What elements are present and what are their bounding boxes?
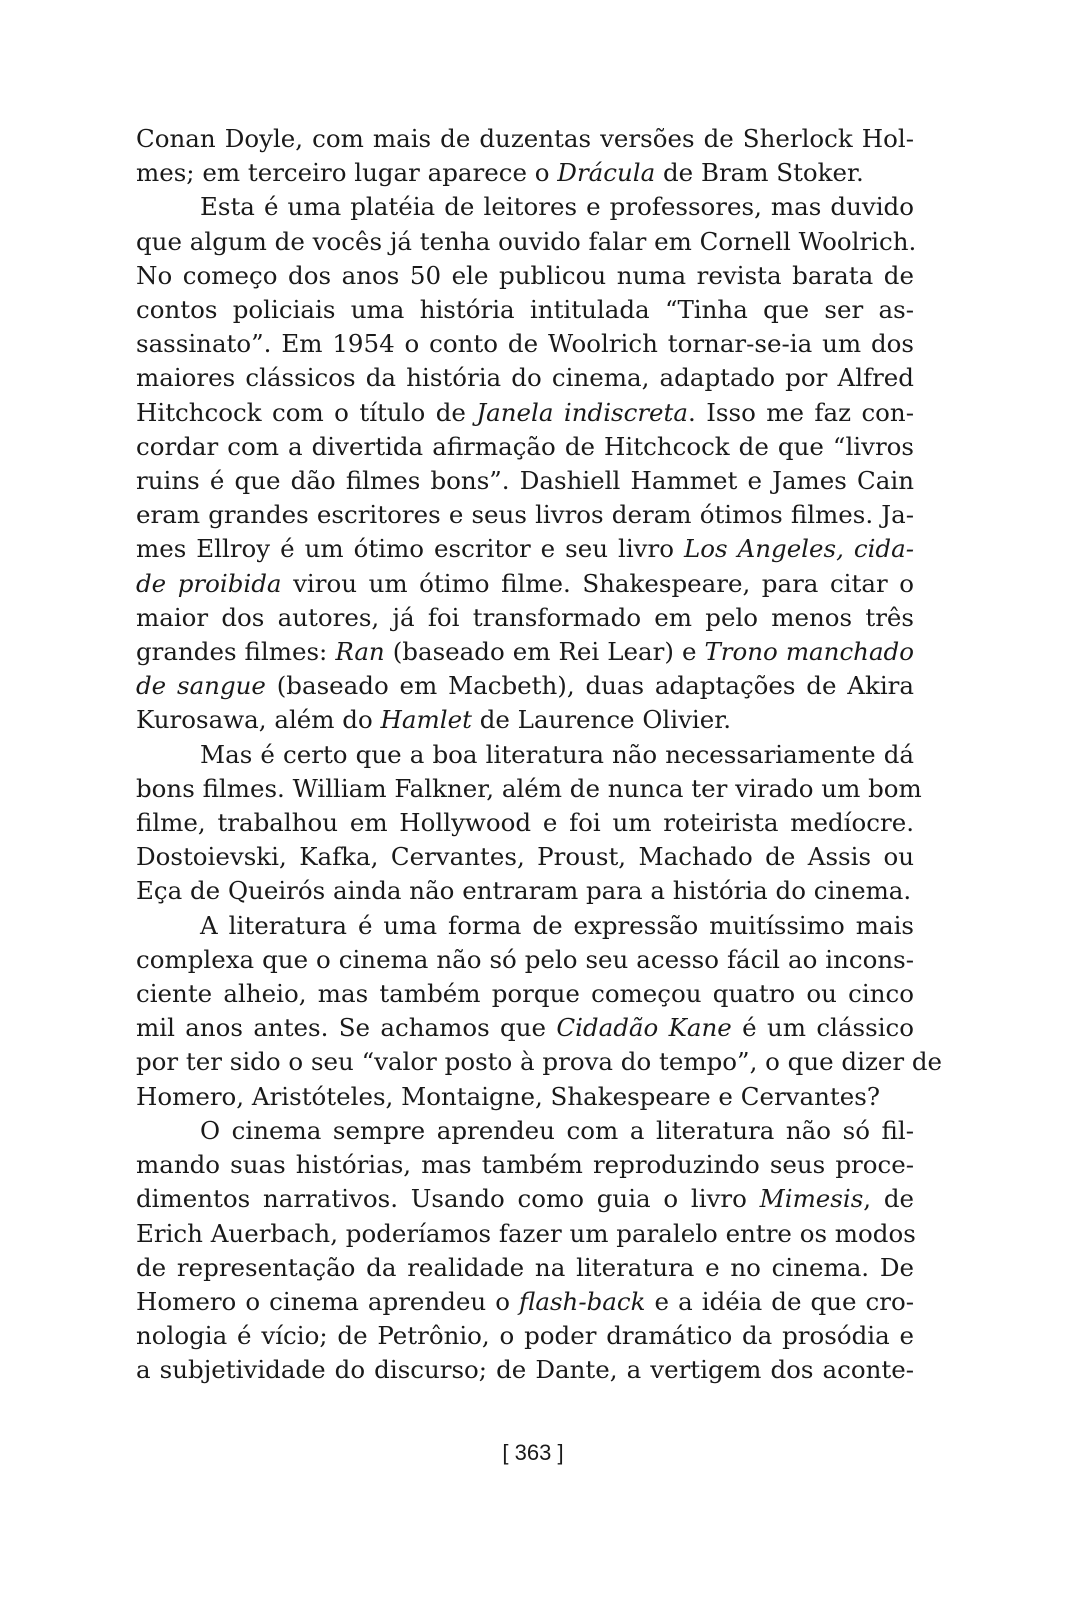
text-line	[136, 943, 914, 977]
paragraph	[136, 122, 914, 190]
text-run: eram grandes escritores e seus livros deram ótimos filmes. Ja-	[136, 500, 914, 530]
italic-title: de sangue	[136, 671, 266, 701]
text-run: (baseado em Rei Lear) e	[384, 637, 705, 667]
text-line	[136, 1217, 914, 1251]
text-line	[136, 1251, 914, 1285]
text-run: e a idéia de que cro-	[645, 1286, 914, 1316]
italic-title: Cidadão Kane	[556, 1013, 732, 1043]
italic-title: Mimesis	[759, 1184, 864, 1214]
text-line	[136, 840, 914, 874]
text-run: é um clássico	[731, 1013, 915, 1043]
text-run: Erich Auerbach, poderíamos fazer um paralelo entre os modos	[136, 1218, 916, 1248]
text-line	[136, 1114, 914, 1148]
text-line	[136, 498, 914, 532]
page-number: [ 363 ]	[502, 1440, 564, 1465]
text-line	[136, 396, 914, 430]
italic-title: Ran	[335, 637, 385, 667]
paragraph	[136, 190, 917, 737]
text-run: nologia é vício; de Petrônio, o poder dramático da prosódia e	[136, 1321, 914, 1351]
italic-title: Janela indiscreta	[476, 397, 689, 427]
text-line	[136, 977, 914, 1011]
text-run: ruins é que dão filmes bons”. Dashiell Hammet e James Cain	[136, 466, 914, 496]
text-line	[136, 430, 914, 464]
text-run: virou um ótimo filme. Shakespeare, para citar o	[281, 568, 914, 598]
text-run: bons filmes. William Falkner, além de nunca ter virado um bom	[136, 773, 922, 803]
text-run: No começo dos anos 50 ele publicou numa revista barata de	[136, 260, 914, 290]
italic-title: Trono manchado	[704, 637, 914, 667]
text-run: Dostoievski, Kafka, Cervantes, Proust, Machado de Assis ou	[136, 842, 914, 872]
text-line	[136, 1148, 914, 1182]
text-run: de representação da realidade na literatura e no cinema. De	[136, 1252, 914, 1282]
text-run: Esta é uma platéia de leitores e professores, mas duvido	[200, 192, 914, 222]
text-line	[136, 567, 914, 601]
text-run: grandes filmes:	[136, 637, 336, 667]
text-run: a subjetividade do discurso; de Dante, a vertigem dos aconte-	[136, 1355, 914, 1385]
text-line	[136, 1319, 914, 1353]
text-run: Homero o cinema aprendeu o	[136, 1286, 520, 1316]
text-line	[136, 156, 914, 190]
italic-title: Los Angeles, cida-	[683, 534, 914, 564]
text-run: O cinema sempre aprendeu com a literatura não só fil-	[200, 1115, 914, 1145]
text-line	[136, 532, 914, 566]
text-run: complexa que o cinema não só pelo seu acesso fácil ao incons-	[136, 944, 914, 974]
text-run: Mas é certo que a boa literatura não necessariamente dá	[200, 739, 914, 769]
italic-title: flash-back	[519, 1286, 646, 1316]
text-run: cordar com a divertida afirmação de Hitchcock de que “livros	[136, 431, 914, 461]
body-text	[136, 122, 943, 1388]
text-line	[136, 190, 914, 224]
text-line	[136, 1285, 914, 1319]
text-run: Kurosawa, além do	[136, 705, 381, 735]
text-run: . Isso me faz con-	[688, 397, 914, 427]
text-run: mes; em terceiro lugar aparece o	[136, 158, 558, 188]
text-run: de Bram Stoker.	[655, 158, 864, 188]
text-line	[136, 635, 914, 669]
text-line	[136, 122, 914, 156]
text-run: ciente alheio, mas também porque começou quatro ou cinco	[136, 979, 914, 1009]
text-line	[136, 361, 914, 395]
text-line	[136, 806, 914, 840]
text-line	[136, 1182, 914, 1216]
italic-title: Drácula	[557, 158, 656, 188]
text-line	[136, 464, 914, 498]
text-run: Hitchcock com o título de	[136, 397, 477, 427]
text-run: que algum de vocês já tenha ouvido falar em Cornell Woolrich.	[136, 226, 917, 256]
text-run: maior dos autores, já foi transformado em pelo menos três	[136, 602, 914, 632]
text-line	[136, 225, 917, 259]
text-line	[136, 669, 914, 703]
text-line	[136, 703, 914, 737]
text-line	[136, 1353, 914, 1387]
paragraph	[136, 1114, 914, 1388]
italic-title: de proibida	[136, 568, 282, 598]
text-run: Homero, Aristóteles, Montaigne, Shakespeare e Cervantes?	[136, 1081, 880, 1111]
text-run: mes Ellroy é um ótimo escritor e seu livro	[136, 534, 684, 564]
text-line	[136, 259, 914, 293]
text-run: sassinato”. Em 1954 o conto de Woolrich tornar-se-ia um dos	[136, 329, 914, 359]
text-line	[136, 601, 914, 635]
text-line	[136, 738, 914, 772]
italic-title: Hamlet	[380, 705, 472, 735]
text-run: maiores clássicos da história do cinema, adaptado por Alfred	[136, 363, 914, 393]
text-run: (baseado em Macbeth), duas adaptações de Akira	[265, 671, 914, 701]
text-run: Eça de Queirós ainda não entraram para a história do cinema.	[136, 876, 912, 906]
text-line	[136, 772, 922, 806]
text-line	[136, 874, 914, 908]
text-line	[136, 1080, 914, 1114]
text-run: mil anos antes. Se achamos que	[136, 1013, 557, 1043]
text-run: , de	[863, 1184, 915, 1214]
text-run: filme, trabalhou em Hollywood e foi um roteirista medíocre.	[136, 808, 914, 838]
text-run: Conan Doyle, com mais de duzentas versões de Sherlock Hol-	[136, 124, 914, 153]
text-line	[136, 1011, 914, 1045]
text-run: de Laurence Olivier.	[471, 705, 732, 735]
text-run: mando suas histórias, mas também reproduzindo seus proce-	[136, 1150, 914, 1180]
text-line	[136, 293, 914, 327]
text-line	[136, 1045, 943, 1079]
text-run: contos policiais uma história intitulada “Tinha que ser as-	[136, 295, 914, 325]
paragraph	[136, 909, 943, 1114]
text-run: dimentos narrativos. Usando como guia o livro	[136, 1184, 760, 1214]
text-run: por ter sido o seu “valor posto à prova do tempo”, o que dizer de	[136, 1047, 943, 1077]
text-line	[136, 909, 914, 943]
text-line	[136, 327, 914, 361]
text-run: A literatura é uma forma de expressão muitíssimo mais	[200, 910, 914, 940]
paragraph	[136, 738, 922, 909]
